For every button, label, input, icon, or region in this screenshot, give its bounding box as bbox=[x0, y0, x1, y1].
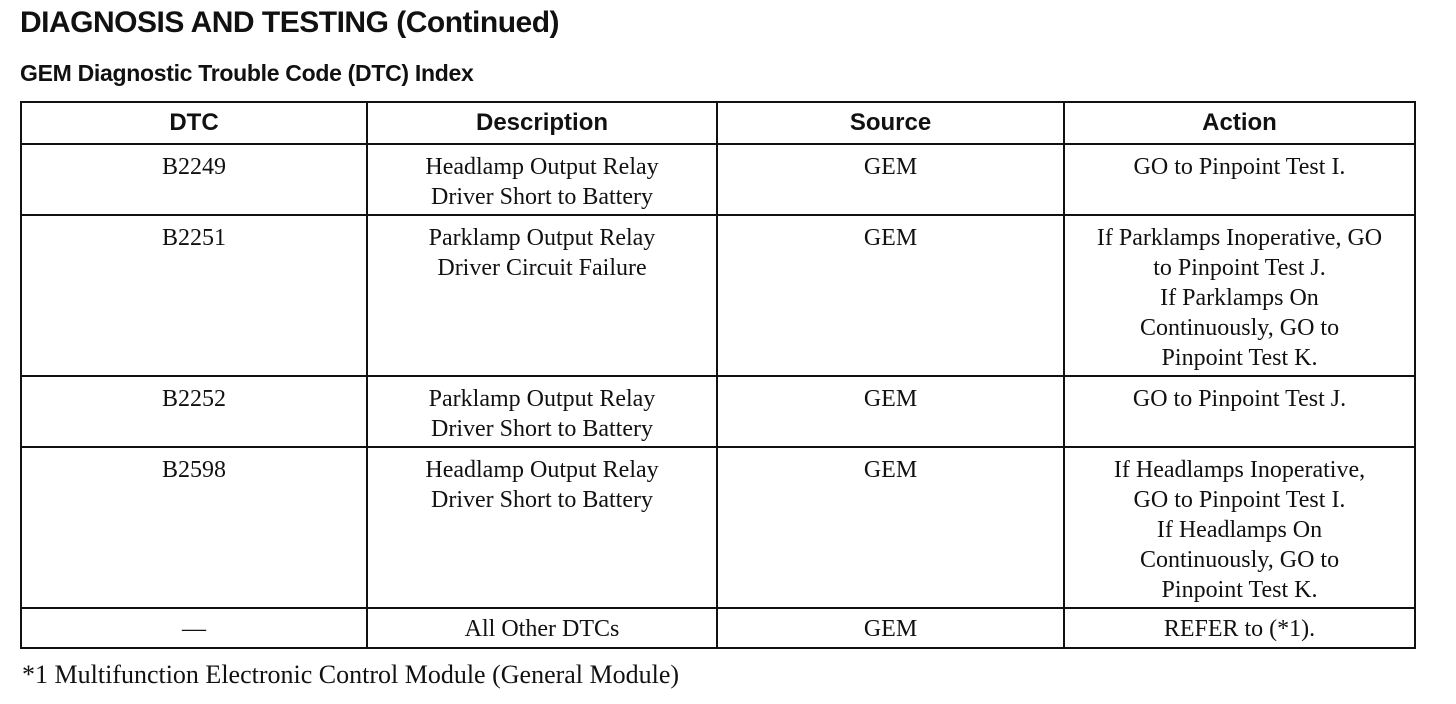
description-line: Parklamp Output Relay bbox=[428, 386, 656, 412]
action-line: Continuously, GO to bbox=[1139, 315, 1340, 341]
action-line: REFER to (*1). bbox=[1163, 616, 1316, 642]
description-line: Headlamp Output Relay bbox=[425, 154, 659, 180]
description-line: Driver Short to Battery bbox=[431, 487, 653, 513]
page-title: DIAGNOSIS AND TESTING (Continued) bbox=[20, 6, 560, 39]
action-line: Pinpoint Test K. bbox=[1161, 577, 1318, 603]
description-cell bbox=[367, 144, 717, 215]
table-row bbox=[21, 447, 1415, 608]
action-cell bbox=[1064, 144, 1415, 215]
dtc-cell: B2251 bbox=[21, 215, 367, 376]
source-cell: GEM bbox=[717, 376, 1064, 447]
description-line: Parklamp Output Relay bbox=[428, 225, 656, 251]
dtc-cell: — bbox=[21, 608, 367, 648]
source-cell: GEM bbox=[717, 447, 1064, 608]
column-header-dtc: DTC bbox=[21, 102, 367, 144]
action-cell bbox=[1064, 376, 1415, 447]
description-cell bbox=[367, 447, 717, 608]
dtc-cell: B2249 bbox=[21, 144, 367, 215]
section-title: GEM Diagnostic Trouble Code (DTC) Index bbox=[20, 60, 474, 86]
action-cell bbox=[1064, 608, 1415, 648]
action-line: If Headlamps On bbox=[1156, 517, 1323, 543]
description-cell bbox=[367, 376, 717, 447]
table-row bbox=[21, 608, 1415, 648]
action-line: Pinpoint Test K. bbox=[1161, 345, 1318, 371]
description-cell bbox=[367, 215, 717, 376]
column-header-description: Description bbox=[367, 102, 717, 144]
table-row bbox=[21, 144, 1415, 215]
description-line: All Other DTCs bbox=[464, 616, 620, 642]
table-header-row bbox=[21, 102, 1415, 144]
action-line: GO to Pinpoint Test I. bbox=[1133, 154, 1346, 180]
dtc-index-table bbox=[20, 101, 1416, 649]
description-cell bbox=[367, 608, 717, 648]
action-cell bbox=[1064, 215, 1415, 376]
dtc-cell: B2252 bbox=[21, 376, 367, 447]
description-line: Headlamp Output Relay bbox=[425, 457, 659, 483]
column-header-action: Action bbox=[1064, 102, 1415, 144]
action-line: GO to Pinpoint Test J. bbox=[1132, 386, 1347, 412]
source-cell: GEM bbox=[717, 144, 1064, 215]
action-cell bbox=[1064, 447, 1415, 608]
column-header-source: Source bbox=[717, 102, 1064, 144]
table-row bbox=[21, 215, 1415, 376]
action-line: to Pinpoint Test J. bbox=[1153, 255, 1326, 281]
table-row bbox=[21, 376, 1415, 447]
action-line: If Parklamps Inoperative, GO bbox=[1096, 225, 1383, 251]
action-line: GO to Pinpoint Test I. bbox=[1133, 487, 1346, 513]
footnote: *1 Multifunction Electronic Control Module (General Module) bbox=[22, 660, 680, 689]
dtc-cell: B2598 bbox=[21, 447, 367, 608]
description-line: Driver Short to Battery bbox=[431, 184, 653, 210]
action-line: If Parklamps On bbox=[1160, 285, 1319, 311]
source-cell: GEM bbox=[717, 608, 1064, 648]
description-line: Driver Circuit Failure bbox=[437, 255, 647, 281]
action-line: If Headlamps Inoperative, bbox=[1113, 457, 1366, 483]
source-cell: GEM bbox=[717, 215, 1064, 376]
action-line: Continuously, GO to bbox=[1139, 547, 1340, 573]
description-line: Driver Short to Battery bbox=[431, 416, 653, 442]
